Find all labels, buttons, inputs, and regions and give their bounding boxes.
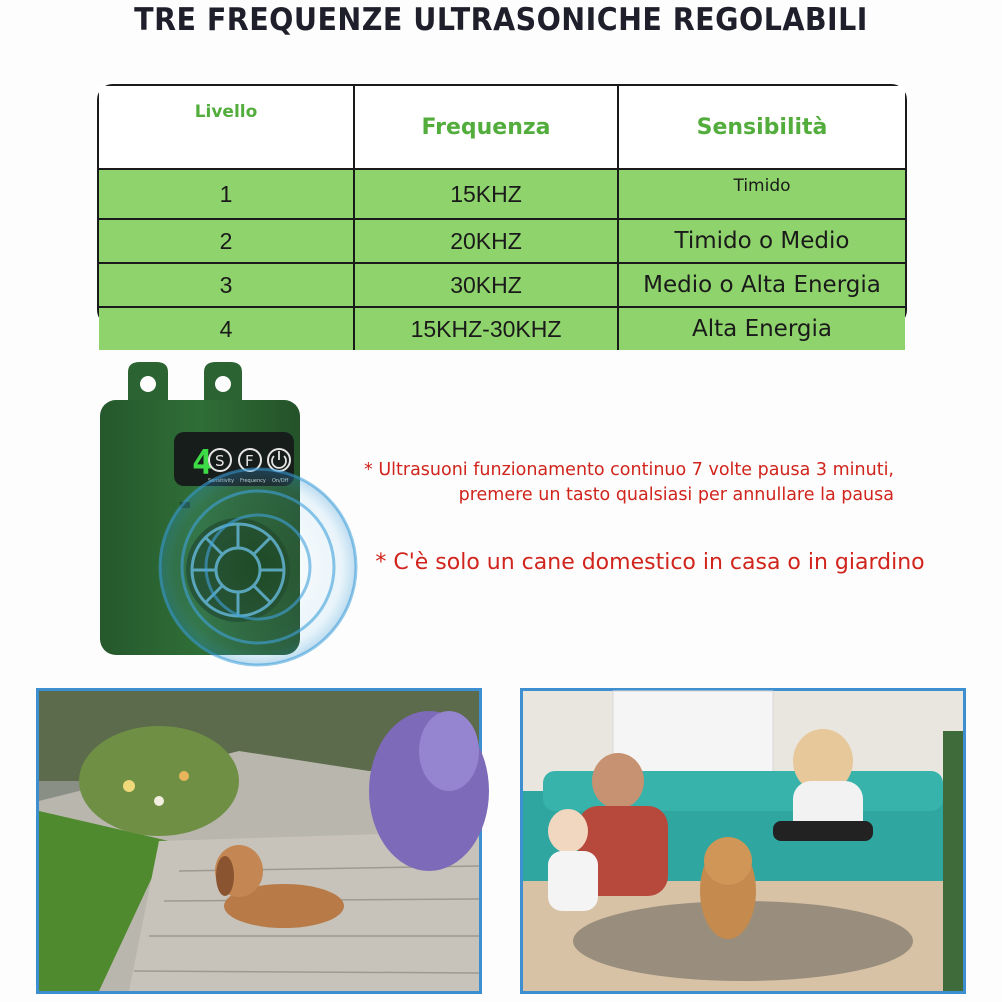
header-frequency: Frequenza	[354, 86, 618, 169]
frequency-button-label: F	[245, 452, 254, 470]
note-single-dog: * C'è solo un cane domestico in casa o in giardino	[375, 550, 925, 575]
onoff-caption: On/Off	[272, 478, 289, 484]
cell-sensitivity: Alta Energia	[618, 307, 905, 350]
page-title: TRE FREQUENZE ULTRASONICHE REGOLABILI	[134, 2, 868, 38]
table-row	[99, 263, 905, 307]
header-sensitivity: Sensibilità	[618, 86, 905, 169]
cell-sensitivity: Medio o Alta Energia	[618, 263, 905, 307]
frequency-table	[97, 84, 907, 342]
cell-frequency: 15KHZ	[354, 169, 618, 219]
table-row	[99, 169, 905, 219]
cell-level: 1	[99, 169, 354, 219]
garden-dog-photo	[36, 688, 482, 994]
living-room-family-photo	[520, 688, 966, 994]
ultrasonic-device	[98, 362, 368, 682]
table-row	[99, 219, 905, 263]
table-header-row	[99, 86, 905, 169]
cell-sensitivity: Timido o Medio	[618, 219, 905, 263]
cell-frequency: 15KHZ-30KHZ	[354, 307, 618, 350]
cell-level: 3	[99, 263, 354, 307]
cell-sensitivity: Timido	[618, 169, 905, 219]
cell-frequency: 30KHZ	[354, 263, 618, 307]
frequency-caption: Frequency	[240, 478, 266, 484]
cell-frequency: 20KHZ	[354, 219, 618, 263]
sensitivity-button-label: S	[215, 452, 225, 470]
cell-level: 2	[99, 219, 354, 263]
cell-level: 4	[99, 307, 354, 350]
header-level: Livello	[99, 86, 354, 169]
table-row	[99, 307, 905, 350]
note-ultrasound-pause: * Ultrasuoni funzionamento continuo 7 volte pausa 3 minuti, premere un tasto qualsiasi per annullare la pausa	[364, 460, 894, 505]
sensitivity-caption: Sensitivity	[208, 478, 235, 484]
display-digit: 4	[192, 443, 213, 483]
